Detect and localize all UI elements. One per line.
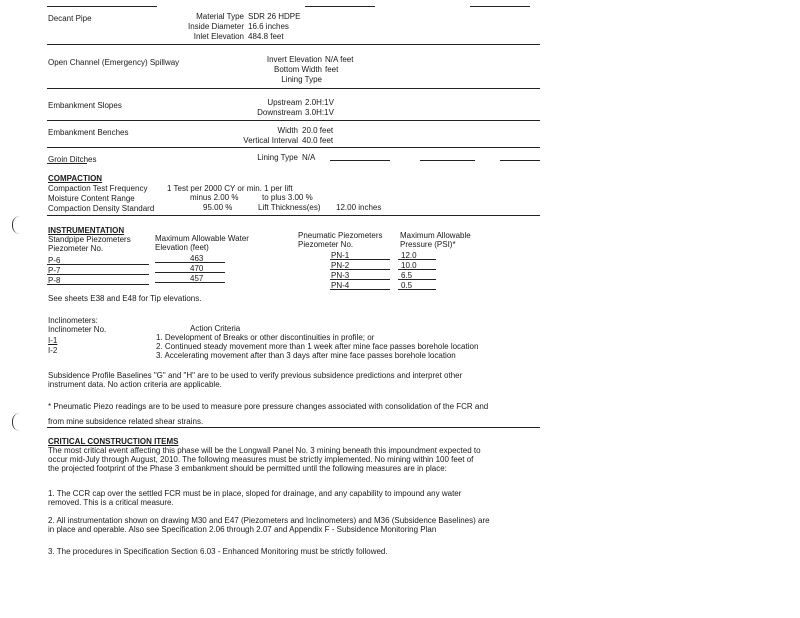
bottom-label: Bottom Width (273, 65, 322, 74)
inclinometer-id: I-2 (48, 346, 58, 355)
critical-item-3: 3. The procedures in Specification Section 6.03 - Enhanced Monitoring must be strictly followed. (48, 547, 388, 556)
footnote-text: * Pneumatic Piezo readings are to be used to measure pore pressure changes associated with consolidation of the FCR and (48, 402, 489, 411)
standpipe-value-p7: 470 (190, 264, 204, 273)
pneumatic-value-pn3: 6.5 (401, 271, 413, 280)
row-line (398, 279, 436, 280)
pneumatic-value-pn1: 12.0 (401, 251, 417, 260)
inclinometers-heading: Inclinometers: (48, 316, 98, 325)
rule-groin-b (330, 160, 390, 161)
rule-groin-a (47, 163, 87, 164)
diameter-value: 16.6 inches (248, 22, 289, 31)
row-line (155, 282, 225, 283)
critical-item-2: 2. All instrumentation shown on drawing M30 and E47 (Piezometers and Inclinometers) and M36 (Subsidence Baselines) are (48, 516, 490, 525)
row-line (330, 269, 390, 270)
spillway-label: Open Channel (Emergency) Spillway (48, 58, 180, 67)
inclinometer-col-header: Inclinometer No. (48, 325, 107, 334)
standpipe-value-p6: 463 (190, 254, 204, 263)
criteria-item: 2. Continued steady movement more than 1 week after mine face passes borehole location (156, 342, 479, 351)
slopes-label: Embankment Slopes (48, 101, 122, 110)
critical-item-2: in place and operable. Also see Specification 2.06 through 2.07 and Appendix F - Subsidence Monitoring Plan (48, 525, 437, 534)
freq-value: 1 Test per 2000 CY or min. 1 per lift (167, 184, 293, 193)
binder-hole-mark (12, 413, 21, 431)
critical-heading: CRITICAL CONSTRUCTION ITEMS (48, 437, 179, 446)
inlet-value: 484.8 feet (248, 32, 284, 41)
rule-compaction (47, 215, 540, 216)
invert-value: N/A feet (325, 55, 354, 64)
critical-intro: The most critical event affecting this phase will be the Longwall Panel No. 3 mining beneath this impoundment expected to (48, 446, 481, 455)
top-rule-right (305, 6, 375, 7)
lift-label: Lift Thickness(es) (258, 203, 321, 212)
moist-plus: to plus 3.00 % (262, 193, 313, 202)
pneumatic-id-pn1: PN-1 (331, 251, 350, 260)
binder-hole-mark (12, 216, 21, 234)
top-rule (47, 6, 157, 7)
inlet-label: Inlet Elevation (193, 32, 244, 41)
rule-benches (47, 147, 540, 148)
instrumentation-heading: INSTRUMENTATION (48, 226, 125, 235)
row-line (398, 269, 436, 270)
standpipe-id-p8: P-8 (48, 276, 61, 285)
diameter-label: Inside Diameter (187, 22, 244, 31)
critical-intro: occur mid-July through August, 2010. The following measures must be strictly implemented. No mining within 100 feet of (48, 455, 474, 464)
row-line (398, 259, 436, 260)
lift-value: 12.00 inches (336, 203, 382, 212)
row-line (47, 284, 149, 285)
critical-item-1: removed. This is a critical measure. (48, 498, 174, 507)
rule-footnote (47, 427, 540, 428)
water-header2: Elevation (feet) (155, 243, 209, 252)
rule-slopes (47, 120, 540, 121)
rule-groin-c (420, 160, 475, 161)
downstream-label: Downstream (257, 108, 302, 117)
standpipe-header2: Piezometer No. (48, 244, 104, 253)
vertical-label: Vertical Interval (243, 136, 298, 145)
standpipe-id-p7: P-7 (48, 266, 61, 275)
width-label: Width (277, 126, 298, 135)
inclinometer-id: I-1 (48, 336, 58, 345)
criteria-item: 3. Accelerating movement after than 3 days after mine face passes borehole location (156, 351, 456, 360)
row-line (47, 274, 149, 275)
decant-label: Decant Pipe (48, 14, 92, 23)
rule-decant (47, 44, 540, 45)
downstream-value: 3.0H:1V (305, 108, 334, 117)
groin-lining-label: Lining Type (257, 153, 298, 162)
footnote-text: from mine subsidence related shear strains. (48, 417, 204, 426)
water-header1: Maximum Allowable Water (155, 234, 249, 243)
pneumatic-id-pn3: PN-3 (331, 271, 350, 280)
standpipe-header1: Standpipe Piezometers (48, 235, 131, 244)
action-criteria-header: Action Criteria (190, 324, 241, 333)
moist-minus: minus 2.00 % (190, 193, 239, 202)
benches-label: Embankment Benches (48, 128, 129, 137)
width-value: 20.0 feet (302, 126, 334, 135)
moist-label: Moisture Content Range (48, 194, 135, 203)
row-line (330, 289, 390, 290)
lining-label: Lining Type (281, 75, 322, 84)
upstream-value: 2.0H:1V (305, 98, 334, 107)
critical-intro: the projected footprint of the Phase 3 embankment should be permitted until the following measures are in place: (48, 464, 447, 473)
pneumatic-value-pn2: 10.0 (401, 261, 417, 270)
freq-label: Compaction Test Frequency (48, 184, 148, 193)
upstream-label: Upstream (267, 98, 302, 107)
rule-spillway (47, 88, 540, 89)
vertical-value: 40.0 feet (302, 136, 334, 145)
compaction-heading: COMPACTION (48, 174, 103, 183)
pneumatic-value-pn4: 0.5 (401, 281, 413, 290)
pressure-header2: Pressure (PSI)* (400, 240, 456, 249)
standpipe-value-p8: 457 (190, 274, 204, 283)
critical-item-1: 1. The CCR cap over the settled FCR must be in place, sloped for drainage, and any capability to impound any water (48, 489, 462, 498)
material-label: Material Type (196, 12, 244, 21)
groin-lining-value: N/A (302, 153, 316, 162)
row-line (155, 262, 225, 263)
density-value: 95.00 % (203, 203, 233, 212)
criteria-item: 1. Development of Breaks or other discontinuities in profile; or (156, 333, 375, 342)
standpipe-id-p6: P-6 (48, 256, 61, 265)
row-line (155, 272, 225, 273)
row-line (398, 289, 436, 290)
material-value: SDR 26 HDPE (248, 12, 301, 21)
see-sheets-note: See sheets E38 and E48 for Tip elevations. (48, 294, 202, 303)
rule-groin-d (500, 160, 540, 161)
pneumatic-header1: Pneumatic Piezometers (298, 231, 383, 240)
pressure-header1: Maximum Allowable (400, 231, 471, 240)
top-rule-far (470, 6, 530, 7)
pneumatic-id-pn4: PN-4 (331, 281, 350, 290)
row-line (47, 264, 149, 265)
pneumatic-header2: Piezometer No. (298, 240, 354, 249)
subsidence-text: instrument data. No action criteria are applicable. (48, 380, 222, 389)
row-line (330, 279, 390, 280)
subsidence-text: Subsidence Profile Baselines "G" and "H" are to be used to verify previous subsidence predictions and interpret other (48, 371, 463, 380)
row-line (330, 259, 390, 260)
bottom-value: feet (325, 65, 339, 74)
groin-label: Groin Ditches (48, 155, 97, 164)
density-label: Compaction Density Standard (48, 204, 155, 213)
pneumatic-id-pn2: PN-2 (331, 261, 350, 270)
invert-label: Invert Elevation (266, 55, 322, 64)
